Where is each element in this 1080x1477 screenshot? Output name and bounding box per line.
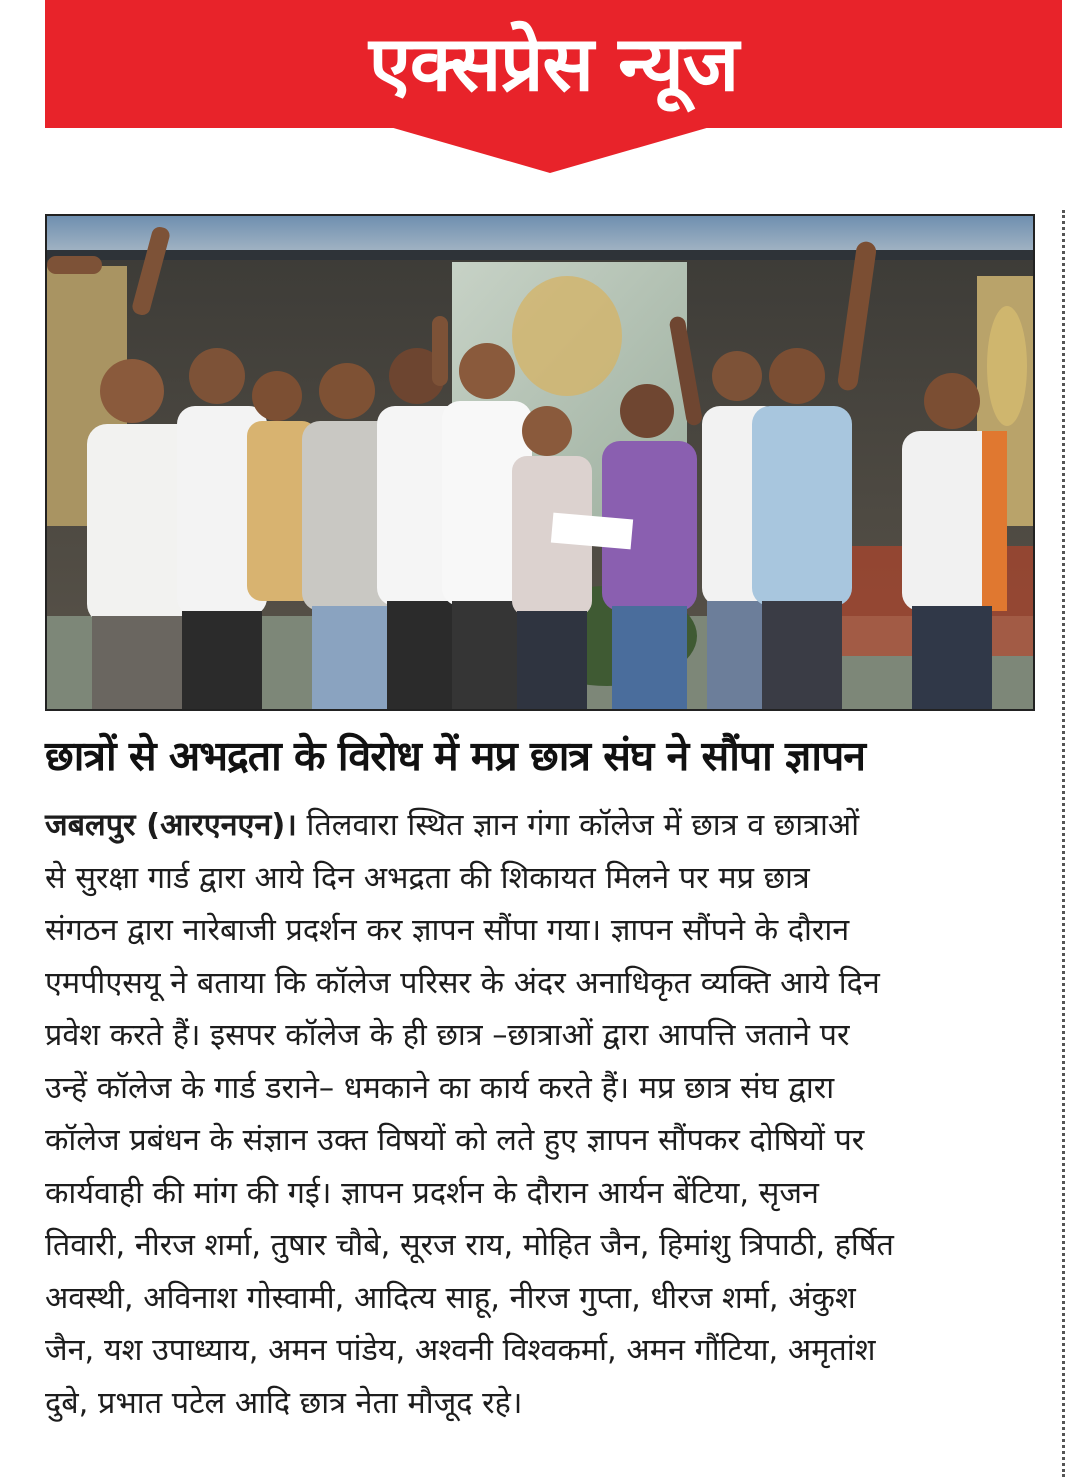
article-line-7: कॉलेज प्रबंधन के संज्ञान उक्त विषयों को लते हुए ज्ञापन सौंपकर दोषियों पर <box>45 1123 865 1158</box>
article-line-11: जैन, यश उपाध्याय, अमन पांडेय, अश्वनी विश्वकर्मा, अमन गौंटिया, अमृतांश <box>45 1333 876 1368</box>
masthead-arrow <box>390 127 710 173</box>
article-line-4: एमपीएसयू ने बताया कि कॉलेज परिसर के अंदर अनाधिकृत व्यक्ति आये दिन <box>45 965 880 1001</box>
news-photo <box>45 214 1035 711</box>
article-line-10: अवस्थी, अविनाश गोस्वामी, आदित्य साहू, नीरज गुप्ता, धीरज शर्मा, अंकुश <box>45 1280 856 1316</box>
article-dateline: जबलपुर (आरएनएन)। <box>45 808 297 843</box>
article-body <box>45 800 1035 1430</box>
article-line-8: कार्यवाही की मांग की गई। ज्ञापन प्रदर्शन के दौरान आर्यन बेंटिया, सृजन <box>45 1175 819 1211</box>
article-line-6: उन्हें कॉलेज के गार्ड डराने– धमकाने का कार्य करते हैं। मप्र छात्र संघ द्वारा <box>45 1070 835 1106</box>
article-headline: छात्रों से अभद्रता के विरोध में मप्र छात्र संघ ने सौंपा ज्ञापन <box>45 732 865 780</box>
article-line-5: प्रवेश करते हैं। इसपर कॉलेज के ही छात्र –छात्राओं द्वारा आपत्ति जताने पर <box>45 1018 850 1053</box>
group-photo-icon <box>47 216 1033 709</box>
article-line-1-text: तिलवारा स्थित ज्ञान गंगा कॉलेज में छात्र व छात्राओं <box>296 808 860 843</box>
article-line-3: संगठन द्वारा नारेबाजी प्रदर्शन कर ज्ञापन सौंपा गया। ज्ञापन सौंपने के दौरान <box>45 913 850 948</box>
article-line-9: तिवारी, नीरज शर्मा, तुषार चौबे, सूरज राय, मोहित जैन, हिमांशु त्रिपाठी, हर्षित <box>45 1228 894 1263</box>
article-line-1 <box>45 800 1035 853</box>
article-line-12: दुबे, प्रभात पटेल आदि छात्र नेता मौजूद रहे। <box>45 1385 523 1421</box>
article-line-2: से सुरक्षा गार्ड द्वारा आये दिन अभद्रता की शिकायत मिलने पर मप्र छात्र <box>45 860 810 896</box>
column-divider <box>1062 210 1065 1477</box>
masthead-title: एक्सप्रेस न्यूज <box>368 19 739 108</box>
